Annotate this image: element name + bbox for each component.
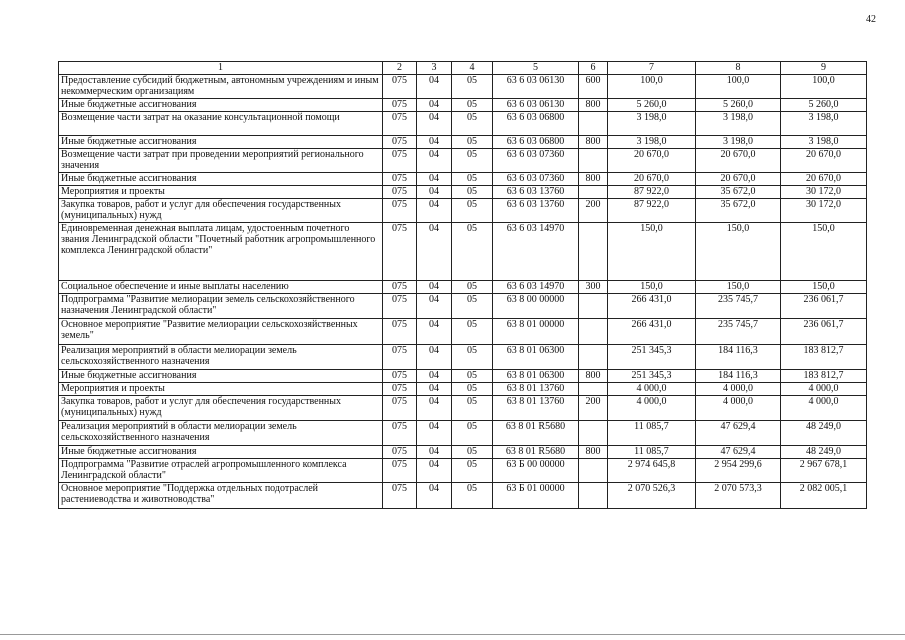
row-value-cell-9: 236 061,7 [781,294,867,319]
column-header-7: 7 [608,62,696,75]
row-value-cell-5: 63 8 01 13760 [493,396,579,421]
row-name-cell: Возмещение части затрат на оказание консультационной помощи [59,112,383,136]
row-value-cell-5: 63 6 03 06130 [493,75,579,99]
row-value-cell-6: 200 [579,396,608,421]
row-name-cell: Социальное обеспечение и иные выплаты населению [59,281,383,294]
row-value-cell-5: 63 6 03 06130 [493,99,579,112]
column-header-2: 2 [383,62,417,75]
row-value-cell-3: 04 [417,199,452,223]
table-row [59,75,867,99]
row-name-cell: Основное мероприятие "Развитие мелиорации сельскохозяйственных земель" [59,319,383,345]
row-value-cell-5: 63 6 03 14970 [493,223,579,281]
row-value-cell-2: 075 [383,294,417,319]
row-value-cell-6 [579,421,608,446]
row-value-cell-8: 3 198,0 [696,112,781,136]
row-value-cell-2: 075 [383,345,417,370]
row-value-cell-6: 800 [579,446,608,459]
row-value-cell-4: 05 [452,483,493,509]
row-value-cell-2: 075 [383,396,417,421]
row-value-cell-6 [579,186,608,199]
row-value-cell-3: 04 [417,396,452,421]
table-row [59,319,867,345]
row-value-cell-9: 3 198,0 [781,136,867,149]
row-value-cell-6 [579,383,608,396]
table-row [59,421,867,446]
row-value-cell-7: 266 431,0 [608,319,696,345]
row-value-cell-2: 075 [383,223,417,281]
row-value-cell-5: 63 8 01 06300 [493,345,579,370]
table-row [59,345,867,370]
row-name-cell: Иные бюджетные ассигнования [59,136,383,149]
row-value-cell-3: 04 [417,149,452,173]
table-row [59,99,867,112]
row-name-cell: Иные бюджетные ассигнования [59,370,383,383]
row-value-cell-8: 4 000,0 [696,383,781,396]
row-value-cell-6: 200 [579,199,608,223]
row-value-cell-3: 04 [417,483,452,509]
row-value-cell-9: 2 967 678,1 [781,459,867,483]
row-value-cell-2: 075 [383,136,417,149]
row-value-cell-5: 63 6 03 06800 [493,112,579,136]
row-value-cell-3: 04 [417,223,452,281]
row-value-cell-9: 183 812,7 [781,345,867,370]
row-name-cell: Мероприятия и проекты [59,186,383,199]
column-header-8: 8 [696,62,781,75]
table-row [59,173,867,186]
row-value-cell-5: 63 Б 01 00000 [493,483,579,509]
row-value-cell-3: 04 [417,99,452,112]
row-value-cell-2: 075 [383,483,417,509]
row-value-cell-8: 184 116,3 [696,370,781,383]
row-value-cell-6: 800 [579,99,608,112]
table-row [59,223,867,281]
row-value-cell-6 [579,294,608,319]
row-value-cell-5: 63 6 03 13760 [493,186,579,199]
row-value-cell-6 [579,223,608,281]
row-value-cell-5: 63 6 03 13760 [493,199,579,223]
row-value-cell-2: 075 [383,319,417,345]
row-value-cell-7: 5 260,0 [608,99,696,112]
table-row [59,199,867,223]
column-header-1: 1 [59,62,383,75]
row-value-cell-3: 04 [417,421,452,446]
row-value-cell-2: 075 [383,149,417,173]
row-name-cell: Подпрограмма "Развитие мелиорации земель сельскохозяйственного назначения Ленинградской области" [59,294,383,319]
column-header-6: 6 [579,62,608,75]
row-value-cell-2: 075 [383,112,417,136]
row-value-cell-8: 20 670,0 [696,173,781,186]
row-value-cell-3: 04 [417,75,452,99]
row-value-cell-6: 600 [579,75,608,99]
row-value-cell-9: 4 000,0 [781,383,867,396]
row-value-cell-8: 150,0 [696,281,781,294]
row-value-cell-4: 05 [452,199,493,223]
table-row [59,370,867,383]
row-value-cell-9: 150,0 [781,281,867,294]
row-value-cell-9: 48 249,0 [781,446,867,459]
table-body [59,75,867,509]
row-value-cell-9: 183 812,7 [781,370,867,383]
row-value-cell-3: 04 [417,459,452,483]
row-value-cell-7: 3 198,0 [608,112,696,136]
row-value-cell-5: 63 Б 00 00000 [493,459,579,483]
row-value-cell-4: 05 [452,345,493,370]
row-value-cell-5: 63 8 01 R5680 [493,446,579,459]
row-value-cell-3: 04 [417,370,452,383]
row-name-cell: Закупка товаров, работ и услуг для обеспечения государственных (муниципальных) нужд [59,396,383,421]
row-value-cell-5: 63 8 01 13760 [493,383,579,396]
row-value-cell-6 [579,345,608,370]
row-value-cell-9: 100,0 [781,75,867,99]
row-value-cell-9: 30 172,0 [781,199,867,223]
row-value-cell-6 [579,483,608,509]
row-value-cell-7: 3 198,0 [608,136,696,149]
table-row [59,186,867,199]
row-value-cell-5: 63 8 01 00000 [493,319,579,345]
row-value-cell-3: 04 [417,173,452,186]
row-value-cell-4: 05 [452,136,493,149]
row-value-cell-4: 05 [452,281,493,294]
row-value-cell-2: 075 [383,99,417,112]
row-value-cell-4: 05 [452,396,493,421]
row-value-cell-2: 075 [383,370,417,383]
table-row [59,112,867,136]
row-value-cell-4: 05 [452,459,493,483]
row-value-cell-6: 300 [579,281,608,294]
row-value-cell-5: 63 6 03 07360 [493,173,579,186]
row-value-cell-4: 05 [452,99,493,112]
row-value-cell-8: 2 954 299,6 [696,459,781,483]
row-value-cell-8: 35 672,0 [696,199,781,223]
row-value-cell-7: 20 670,0 [608,149,696,173]
row-value-cell-2: 075 [383,75,417,99]
row-value-cell-7: 11 085,7 [608,421,696,446]
row-value-cell-4: 05 [452,149,493,173]
row-value-cell-2: 075 [383,446,417,459]
row-value-cell-3: 04 [417,294,452,319]
row-value-cell-7: 251 345,3 [608,345,696,370]
row-value-cell-4: 05 [452,383,493,396]
row-value-cell-3: 04 [417,319,452,345]
row-value-cell-4: 05 [452,294,493,319]
row-value-cell-5: 63 6 03 07360 [493,149,579,173]
row-name-cell: Единовременная денежная выплата лицам, удостоенным почетного звания Ленинградской области "Почетный работник агропромышленного комплекса Ленинградской области" [59,223,383,281]
row-value-cell-2: 075 [383,459,417,483]
row-value-cell-8: 235 745,7 [696,294,781,319]
column-header-4: 4 [452,62,493,75]
row-value-cell-7: 4 000,0 [608,383,696,396]
row-value-cell-8: 20 670,0 [696,149,781,173]
row-value-cell-9: 3 198,0 [781,112,867,136]
row-value-cell-3: 04 [417,281,452,294]
row-value-cell-8: 184 116,3 [696,345,781,370]
budget-table [58,61,867,509]
row-value-cell-4: 05 [452,186,493,199]
table-row [59,446,867,459]
row-value-cell-7: 20 670,0 [608,173,696,186]
row-value-cell-2: 075 [383,383,417,396]
row-value-cell-3: 04 [417,186,452,199]
row-value-cell-4: 05 [452,319,493,345]
row-value-cell-4: 05 [452,421,493,446]
row-value-cell-9: 4 000,0 [781,396,867,421]
row-value-cell-5: 63 8 00 00000 [493,294,579,319]
row-value-cell-9: 236 061,7 [781,319,867,345]
row-value-cell-6: 800 [579,370,608,383]
row-value-cell-5: 63 8 01 06300 [493,370,579,383]
row-value-cell-7: 2 070 526,3 [608,483,696,509]
row-value-cell-3: 04 [417,446,452,459]
table-row [59,459,867,483]
row-value-cell-6 [579,112,608,136]
row-value-cell-6 [579,459,608,483]
row-value-cell-4: 05 [452,75,493,99]
row-name-cell: Иные бюджетные ассигнования [59,446,383,459]
row-value-cell-8: 235 745,7 [696,319,781,345]
page-bottom-rule [0,634,905,635]
row-value-cell-8: 150,0 [696,223,781,281]
column-header-9: 9 [781,62,867,75]
row-value-cell-3: 04 [417,383,452,396]
row-value-cell-7: 100,0 [608,75,696,99]
row-value-cell-2: 075 [383,186,417,199]
row-value-cell-8: 3 198,0 [696,136,781,149]
row-value-cell-2: 075 [383,281,417,294]
row-value-cell-3: 04 [417,136,452,149]
row-value-cell-2: 075 [383,199,417,223]
row-value-cell-8: 4 000,0 [696,396,781,421]
row-name-cell: Иные бюджетные ассигнования [59,99,383,112]
row-value-cell-9: 150,0 [781,223,867,281]
row-value-cell-6 [579,319,608,345]
row-name-cell: Закупка товаров, работ и услуг для обеспечения государственных (муниципальных) нужд [59,199,383,223]
column-header-5: 5 [493,62,579,75]
row-value-cell-4: 05 [452,112,493,136]
table-row [59,383,867,396]
table-row [59,136,867,149]
row-value-cell-4: 05 [452,370,493,383]
table-row [59,281,867,294]
row-value-cell-8: 100,0 [696,75,781,99]
row-value-cell-7: 87 922,0 [608,186,696,199]
row-value-cell-7: 11 085,7 [608,446,696,459]
row-value-cell-7: 266 431,0 [608,294,696,319]
row-value-cell-7: 87 922,0 [608,199,696,223]
row-name-cell: Подпрограмма "Развитие отраслей агропромышленного комплекса Ленинградской области" [59,459,383,483]
row-value-cell-8: 47 629,4 [696,446,781,459]
table-row [59,483,867,509]
row-value-cell-9: 20 670,0 [781,149,867,173]
row-value-cell-9: 2 082 005,1 [781,483,867,509]
row-name-cell: Реализация мероприятий в области мелиорации земель сельскохозяйственного назначения [59,345,383,370]
row-value-cell-9: 5 260,0 [781,99,867,112]
row-value-cell-2: 075 [383,421,417,446]
row-value-cell-8: 35 672,0 [696,186,781,199]
row-name-cell: Возмещение части затрат при проведении мероприятий регионального значения [59,149,383,173]
table-row [59,149,867,173]
row-value-cell-4: 05 [452,173,493,186]
row-value-cell-9: 48 249,0 [781,421,867,446]
row-value-cell-9: 30 172,0 [781,186,867,199]
table-row [59,294,867,319]
row-value-cell-8: 2 070 573,3 [696,483,781,509]
row-value-cell-7: 150,0 [608,281,696,294]
row-value-cell-4: 05 [452,446,493,459]
row-value-cell-9: 20 670,0 [781,173,867,186]
row-value-cell-6 [579,149,608,173]
row-value-cell-3: 04 [417,112,452,136]
row-name-cell: Мероприятия и проекты [59,383,383,396]
header-row [59,62,867,75]
row-name-cell: Основное мероприятие "Поддержка отдельных подотраслей растениеводства и животноводства" [59,483,383,509]
row-value-cell-6: 800 [579,136,608,149]
table-row [59,396,867,421]
row-name-cell: Иные бюджетные ассигнования [59,173,383,186]
column-header-3: 3 [417,62,452,75]
row-value-cell-7: 150,0 [608,223,696,281]
row-name-cell: Реализация мероприятий в области мелиорации земель сельскохозяйственного назначения [59,421,383,446]
row-name-cell: Предоставление субсидий бюджетным, автономным учреждениям и иным некоммерческим организациям [59,75,383,99]
row-value-cell-4: 05 [452,223,493,281]
row-value-cell-6: 800 [579,173,608,186]
page-number: 42 [866,14,876,25]
row-value-cell-5: 63 6 03 06800 [493,136,579,149]
row-value-cell-8: 5 260,0 [696,99,781,112]
row-value-cell-3: 04 [417,345,452,370]
row-value-cell-2: 075 [383,173,417,186]
row-value-cell-7: 2 974 645,8 [608,459,696,483]
row-value-cell-7: 251 345,3 [608,370,696,383]
row-value-cell-5: 63 6 03 14970 [493,281,579,294]
row-value-cell-5: 63 8 01 R5680 [493,421,579,446]
row-value-cell-7: 4 000,0 [608,396,696,421]
row-value-cell-8: 47 629,4 [696,421,781,446]
